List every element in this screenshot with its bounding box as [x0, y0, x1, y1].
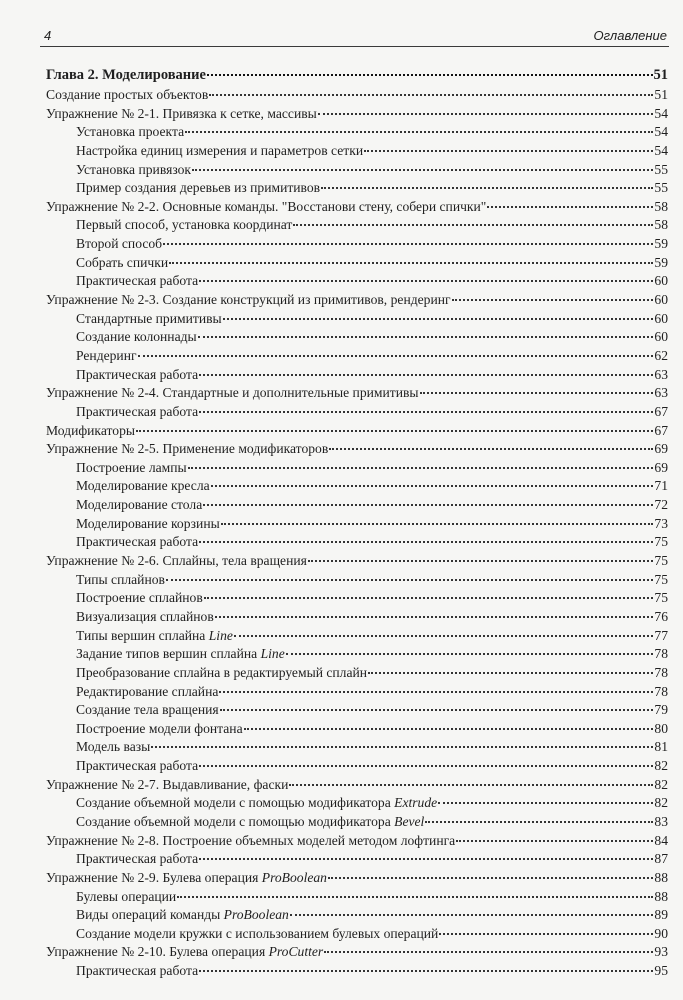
toc-entry-title: [76, 589, 203, 608]
dot-leader: [289, 784, 653, 786]
page-number: 4: [44, 28, 52, 43]
toc-entry-page: 60: [654, 310, 668, 326]
toc-entry-page: 63: [654, 385, 668, 401]
dot-leader: [290, 914, 654, 916]
dot-leader: [425, 821, 653, 823]
toc-entry: [46, 161, 668, 180]
toc-entry-title-text: Рендеринг: [76, 347, 137, 363]
toc-entry-page: 59: [654, 254, 668, 270]
dot-leader: [234, 635, 653, 637]
dot-leader: [177, 896, 653, 898]
toc-entry-title-text: Редактирование сплайна: [76, 683, 219, 699]
toc-entry-title: [46, 440, 328, 459]
toc-entry-title-text: Моделирование корзины: [76, 515, 220, 531]
toc-entry-title: [76, 161, 191, 180]
toc-entry-title: [76, 888, 176, 907]
toc-entry-title: [76, 272, 198, 291]
toc-entry-title: [46, 943, 323, 962]
dot-leader: [151, 746, 653, 748]
toc-entry-title: [46, 776, 288, 795]
dot-leader: [185, 131, 653, 133]
toc-entry: [46, 645, 668, 664]
toc-entry-title-text: Типы вершин сплайна: [76, 627, 209, 643]
toc-entry: [46, 813, 668, 832]
toc-entry-page: 82: [654, 758, 668, 774]
toc-entry-title-text: Модификаторы: [46, 422, 135, 438]
toc-entry-page: 75: [654, 553, 668, 569]
toc-entry-page: 58: [654, 217, 668, 233]
dot-leader: [318, 113, 654, 115]
dot-leader: [221, 523, 654, 525]
toc-entry-title-text: Собрать спички: [76, 254, 169, 270]
running-title: Оглавление: [593, 28, 667, 43]
toc-entry-page: 93: [654, 944, 668, 960]
toc-entry-title-text: Настройка единиц измерения и параметров сетки: [76, 142, 364, 158]
toc-entry: [46, 198, 668, 217]
toc-entry-page: 63: [654, 366, 668, 382]
dot-leader: [293, 224, 653, 226]
dot-leader: [199, 765, 653, 767]
toc-entry-page: 75: [654, 571, 668, 587]
toc-entry-page: 88: [654, 869, 668, 885]
toc-entry: [46, 347, 668, 366]
toc-entry-title: [46, 64, 206, 86]
toc-entry-title: [76, 738, 150, 757]
toc-entry-title: [76, 571, 165, 590]
dot-leader: [439, 933, 653, 935]
toc-entry: [46, 272, 668, 291]
toc-entry-page: 84: [654, 832, 668, 848]
toc-entry-title-italic: Extrude: [394, 795, 438, 811]
toc-entry: [46, 384, 668, 403]
toc-entry-title: [76, 906, 289, 925]
toc-entry-title-text: Практическая работа: [76, 851, 199, 867]
toc-entry-title: [76, 813, 424, 832]
toc-entry-title-text: Практическая работа: [76, 534, 199, 550]
toc-entry-title: [76, 235, 162, 254]
toc-entry-page: 60: [654, 329, 668, 345]
toc-chapter-entry: [46, 64, 668, 86]
toc-entry: [46, 589, 668, 608]
toc-entry-title: [46, 291, 451, 310]
toc-entry-page: 88: [654, 888, 668, 904]
toc-entry-title: [76, 757, 198, 776]
toc-entry-page: 79: [654, 702, 668, 718]
toc-entry-title-text: Упражнение № 2-5. Применение модификаторов: [46, 441, 329, 457]
dot-leader: [192, 169, 653, 171]
dot-leader: [223, 318, 654, 320]
toc-entry-title-text: Построение сплайнов: [76, 590, 203, 606]
toc-entry: [46, 291, 668, 310]
dot-leader: [198, 336, 654, 338]
toc-entry-page: 78: [654, 664, 668, 680]
toc-entry-title-text: Установка привязок: [76, 161, 192, 177]
toc-entry-title-text: Второй способ: [76, 236, 163, 252]
toc-entry-title: [76, 627, 233, 646]
toc-entry-title: [46, 422, 135, 441]
table-of-contents: [46, 64, 668, 981]
toc-entry-page: 72: [654, 497, 668, 513]
dot-leader: [188, 467, 654, 469]
toc-entry-title-text: Создание тела вращения: [76, 702, 219, 718]
toc-entry: [46, 105, 668, 124]
toc-entry: [46, 403, 668, 422]
toc-entry-title: [76, 477, 210, 496]
dot-leader: [199, 970, 653, 972]
toc-entry-title: [76, 962, 198, 981]
toc-entry-page: 78: [654, 683, 668, 699]
toc-entry: [46, 869, 668, 888]
dot-leader: [169, 262, 653, 264]
toc-entry-title-text: Упражнение № 2-10. Булева операция: [46, 944, 269, 960]
toc-entry-title: [76, 496, 202, 515]
dot-leader: [215, 616, 654, 618]
dot-leader: [166, 579, 653, 581]
dot-leader: [364, 150, 653, 152]
toc-entry: [46, 962, 668, 981]
toc-entry: [46, 533, 668, 552]
toc-entry-title: [46, 198, 486, 217]
toc-entry-title-text: Практическая работа: [76, 403, 199, 419]
toc-entry-title-text: Моделирование стола: [76, 497, 203, 513]
toc-entry-title-text: Практическая работа: [76, 963, 199, 979]
toc-entry: [46, 943, 668, 962]
toc-entry-page: 76: [654, 608, 668, 624]
dot-leader: [211, 485, 654, 487]
toc-entry-title: [76, 328, 197, 347]
toc-entry-page: 71: [654, 478, 668, 494]
toc-entry-title: [76, 683, 218, 702]
toc-entry: [46, 701, 668, 720]
toc-entry-page: 73: [654, 515, 668, 531]
toc-entry-title-text: Визуализация сплайнов: [76, 608, 214, 624]
toc-entry: [46, 850, 668, 869]
toc-entry-title-text: Создание простых объектов: [46, 87, 209, 102]
dot-leader: [329, 448, 653, 450]
toc-entry-title-text: Построение модели фонтана: [76, 720, 243, 736]
dot-leader: [163, 243, 653, 245]
toc-entry-title-text: Глава 2. Моделирование: [46, 67, 206, 83]
toc-entry-page: 80: [654, 720, 668, 736]
toc-entry: [46, 123, 668, 142]
dot-leader: [308, 560, 654, 562]
toc-entry-title: [46, 869, 327, 888]
toc-entry-page: 55: [654, 180, 668, 196]
toc-entry-title: [76, 850, 198, 869]
toc-entry-page: 69: [654, 459, 668, 475]
dot-leader: [487, 206, 653, 208]
toc-entry-title: [76, 179, 320, 198]
toc-entry-title: [76, 123, 184, 142]
toc-entry-page: 51: [654, 87, 668, 102]
dot-leader: [138, 355, 654, 357]
dot-leader: [136, 430, 653, 432]
toc-entry: [46, 571, 668, 590]
toc-entry-title-text: Практическая работа: [76, 758, 199, 774]
toc-entry-page: 67: [654, 403, 668, 419]
toc-entry-page: 69: [654, 441, 668, 457]
toc-entry: [46, 627, 668, 646]
toc-entry: [46, 664, 668, 683]
toc-entry: [46, 683, 668, 702]
toc-entry-title-text: Построение лампы: [76, 459, 187, 475]
dot-leader: [328, 877, 653, 879]
toc-entry: [46, 86, 668, 105]
dot-leader: [219, 691, 653, 693]
dot-leader: [204, 597, 654, 599]
toc-entry-title: [46, 384, 419, 403]
toc-entry-page: 77: [654, 627, 668, 643]
dot-leader: [199, 374, 653, 376]
toc-entry-title: [76, 347, 137, 366]
dot-leader: [456, 840, 653, 842]
toc-entry-title: [76, 310, 222, 329]
toc-entry: [46, 888, 668, 907]
toc-entry-page: 78: [654, 646, 668, 662]
toc-entry-title: [76, 720, 243, 739]
dot-leader: [244, 728, 654, 730]
toc-entry: [46, 216, 668, 235]
toc-entry-page: 89: [654, 907, 668, 923]
toc-entry-title-text: Создание модели кружки с использованием булевых операций: [76, 925, 439, 941]
dot-leader: [438, 802, 653, 804]
toc-entry-title: [76, 701, 219, 720]
toc-entry-page: 82: [654, 776, 668, 792]
toc-entry: [46, 496, 668, 515]
toc-entry-title-italic: ProBoolean: [261, 869, 327, 885]
dot-leader: [207, 74, 653, 76]
toc-entry-title: [46, 552, 307, 571]
toc-entry-title-text: Упражнение № 2-6. Сплайны, тела вращения: [46, 553, 307, 569]
toc-entry-title-text: Упражнение № 2-3. Создание конструкций из примитивов, рендеринг: [46, 292, 451, 308]
toc-entry: [46, 925, 668, 944]
toc-entry-title-text: Создание объемной модели с помощью модификатора: [76, 813, 395, 829]
toc-entry-page: 54: [654, 142, 668, 158]
toc-entry: [46, 440, 668, 459]
toc-entry: [46, 608, 668, 627]
toc-entry-title: [76, 608, 214, 627]
toc-entry-title-text: Моделирование кресла: [76, 478, 210, 494]
toc-entry: [46, 254, 668, 273]
toc-entry: [46, 738, 668, 757]
dot-leader: [199, 280, 653, 282]
toc-entry-title-italic: ProCutter: [268, 944, 324, 960]
toc-entry-title-text: Задание типов вершин сплайна: [76, 646, 261, 662]
toc-entry-page: 75: [654, 590, 668, 606]
toc-entry-title: [76, 459, 187, 478]
toc-entry-title-text: Практическая работа: [76, 273, 199, 289]
toc-entry-title: [76, 515, 220, 534]
toc-entry: [46, 515, 668, 534]
toc-entry-page: 58: [654, 198, 668, 214]
toc-entry: [46, 832, 668, 851]
toc-entry-title: [46, 832, 455, 851]
toc-entry-title: [76, 533, 198, 552]
dot-leader: [199, 541, 653, 543]
toc-entry-title: [76, 142, 363, 161]
toc-entry-title: [76, 664, 367, 683]
toc-entry-page: 62: [654, 347, 668, 363]
toc-entry-title-text: Упражнение № 2-8. Построение объемных моделей методом лофтинга: [46, 832, 456, 848]
toc-entry-title-text: Пример создания деревьев из примитивов: [76, 180, 321, 196]
toc-entry: [46, 757, 668, 776]
dot-leader: [368, 672, 653, 674]
toc-entry-title-text: Булевы операции: [76, 888, 177, 904]
toc-entry-title-text: Практическая работа: [76, 366, 199, 382]
toc-entry-title: [76, 254, 168, 273]
toc-entry-page: 75: [654, 534, 668, 550]
toc-entry-title-text: Упражнение № 2-7. Выдавливание, фаски: [46, 776, 289, 792]
toc-entry-title-text: Установка проекта: [76, 124, 185, 140]
toc-entry: [46, 794, 668, 813]
toc-entry-page: 82: [654, 795, 668, 811]
dot-leader: [324, 951, 653, 953]
toc-entry-title-italic: Line: [260, 646, 285, 662]
toc-entry-page: 95: [654, 963, 668, 979]
toc-entry-page: 83: [654, 813, 668, 829]
dot-leader: [199, 858, 653, 860]
toc-entry-title: [76, 216, 292, 235]
toc-entry-title-text: Первый способ, установка координат: [76, 217, 293, 233]
toc-entry: [46, 552, 668, 571]
toc-entry: [46, 720, 668, 739]
toc-entry-title-text: Упражнение № 2-2. Основные команды. "Восстанови стену, собери спички": [46, 198, 487, 214]
toc-entry-title-text: Создание колоннады: [76, 329, 197, 345]
toc-entry-title-text: Стандартные примитивы: [76, 310, 222, 326]
toc-entry-page: 60: [654, 273, 668, 289]
toc-entry-page: 59: [654, 236, 668, 252]
toc-entry: [46, 179, 668, 198]
toc-entry-title: [46, 105, 317, 124]
toc-entry-page: 54: [654, 124, 668, 140]
toc-entry-title-text: Упражнение № 2-1. Привязка к сетке, массивы: [46, 105, 317, 121]
toc-entry-title-text: Упражнение № 2-9. Булева операция: [46, 869, 262, 885]
toc-entry-title: [76, 645, 285, 664]
toc-entry-title-text: Преобразование сплайна в редактируемый сплайн: [76, 664, 368, 680]
dot-leader: [220, 709, 654, 711]
toc-entry-page: 51: [653, 67, 668, 83]
dot-leader: [321, 187, 653, 189]
toc-entry-page: 54: [654, 105, 668, 121]
toc-entry-title-text: Типы сплайнов: [76, 571, 165, 587]
toc-entry-page: 87: [654, 851, 668, 867]
toc-entry: [46, 459, 668, 478]
toc-entry-title: [76, 403, 198, 422]
dot-leader: [420, 392, 654, 394]
toc-entry-title-italic: Bevel: [394, 813, 425, 829]
dot-leader: [286, 653, 654, 655]
toc-entry-page: 60: [654, 292, 668, 308]
dot-leader: [203, 504, 653, 506]
toc-entry: [46, 422, 668, 441]
toc-entry-title: [76, 366, 198, 385]
toc-entry: [46, 366, 668, 385]
toc-entry-title-text: Виды операций команды: [76, 907, 224, 923]
toc-entry-page: 55: [654, 161, 668, 177]
dot-leader: [452, 299, 654, 301]
toc-entry-title: [46, 86, 208, 105]
dot-leader: [209, 94, 653, 96]
toc-entry: [46, 328, 668, 347]
toc-entry: [46, 310, 668, 329]
toc-entry: [46, 235, 668, 254]
page-header: [40, 24, 669, 47]
toc-entry: [46, 477, 668, 496]
toc-entry-title-text: Создание объемной модели с помощью модификатора: [76, 795, 395, 811]
toc-entry-title-text: Упражнение № 2-4. Стандартные и дополнительные примитивы: [46, 385, 419, 401]
toc-entry: [46, 906, 668, 925]
toc-entry-page: 90: [654, 925, 668, 941]
toc-entry-title: [76, 794, 437, 813]
toc-entry: [46, 142, 668, 161]
toc-entry-page: 67: [654, 422, 668, 438]
toc-entry: [46, 776, 668, 795]
toc-entry-page: 81: [654, 739, 668, 755]
toc-entry-title-italic: ProBoolean: [223, 907, 289, 923]
dot-leader: [199, 411, 653, 413]
toc-entry-title: [76, 925, 438, 944]
toc-entry-title-text: Модель вазы: [76, 739, 151, 755]
toc-entry-title-italic: Line: [208, 627, 233, 643]
